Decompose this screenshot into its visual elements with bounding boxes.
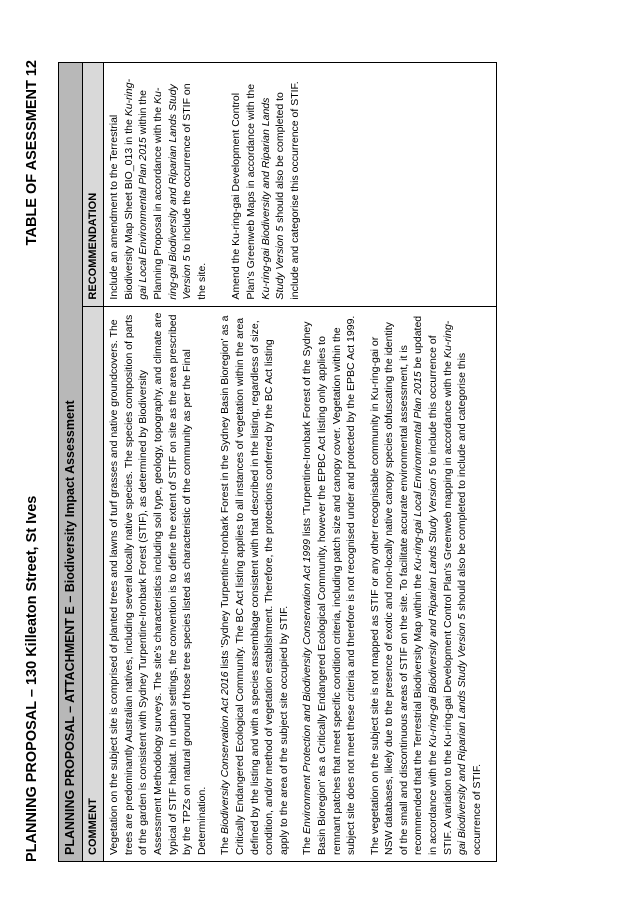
- comment-paragraph-3: [300, 313, 358, 855]
- text-run: The vegetation on the subject site is not mapped as STIF or any other recognisable community in Ku-ring-gai or NSW databases, likely due to the presence of exotic and non-locally native canopy species obfuscating the identity of the small and discontinuous areas of STIF on the site. To facilitate accurate environmental assessment, it is recommended that the Terrestrial Biodiversity Map within the: [368, 322, 425, 855]
- italic-plan-title: Ku-ring-gai Local Environmental Plan 2015: [122, 78, 150, 300]
- header-page-number: TABLE OF ASESSMENT 12: [24, 60, 40, 246]
- text-run: Amend the Ku-ring-gai Development Control Plan's Greenweb Maps in accordance with the: [230, 83, 257, 300]
- italic-act-title: Environment Protection and Biodiversity Conservation Act 1999: [301, 539, 314, 834]
- page-header: [20, 60, 46, 862]
- text-run: lists 'Turpentine-Ironbark Forest of the Sydney Basin Bioregion' as a Critically Endangered Ecological Community, however the EPBC Act listing only applies to remnant patches that meet specific condition criteria, including patch size and canopy cover. Vegetation within the subject site does not meet these criteria and therefore is not recognised under and protected by the EPBC Act 1999.: [301, 315, 358, 855]
- recommendation-paragraph-1: [107, 69, 209, 300]
- table-row: [104, 63, 497, 862]
- column-header-comment: COMMENT: [82, 306, 104, 861]
- assessment-table: [58, 62, 497, 862]
- column-header-recommendation: RECOMMENDATION: [82, 63, 104, 307]
- italic-study-title: Ku-ring-gai Biodiversity and Riparian Lands Study Version 5: [427, 469, 440, 748]
- italic-study-title: Ku-ring-gai Biodiversity and Riparian Lands Study Version 5: [441, 320, 469, 855]
- header-title: PLANNING PROPOSAL – 130 Killeaton Street, St Ives: [24, 495, 40, 862]
- comment-paragraph-1: Vegetation on the subject site is comprised of planted trees and lawns of turf grasses and native groundcovers. The trees are predominantly Australian natives, including several locally native species. The species composition of parts of the garden is consistent with Sydney Turpentine-Ironbark Forest (STIF), as determined by Biodiversity Assessment Methodology surveys. The site's characteristics including soil type, geology, topography, and climate are typical of STIF habitat. In urban settings, the convention is to define the extent of STIF on site as the area prescribed by the TPZs on natural ground of those tree species listed as characteristic of the community as per the Final Determination.: [108, 312, 208, 855]
- text-run: Include an amendment to the Terrestrial Biodiversity Map Sheet BIO_013 in the: [108, 114, 135, 300]
- column-header-row: [82, 63, 104, 862]
- text-run: lists 'Sydney Turpentine-Ironbark Forest in the Sydney Basin Bioregion' as a Critically Endangered Ecological Community. The BC Act listing applies to all instances of vegetation within the area defined by the listing and with a species assemblage consistent with that described in the listing, regardless of size, condition, and/or method of vegetation establishment. Therefore, the protections conferred by the BC Act listing apply to the area of the subject site occupied by STIF.: [219, 315, 290, 855]
- italic-study-title: Ku-ring-gai Biodiversity and Riparian Lands Study Version 5: [259, 97, 287, 300]
- text-run: should also be completed to include and categorise this occurrence of STIF.: [456, 352, 483, 855]
- table-title: PLANNING PROPOSAL – ATTACHMENT E – Biodiversity Impact Assessment: [59, 63, 83, 862]
- text-run: The: [219, 833, 232, 855]
- comment-cell: [104, 306, 497, 861]
- recommendation-cell: [104, 63, 497, 307]
- comment-paragraph-2: [218, 313, 291, 855]
- italic-study-title: Ku-ring-gai Biodiversity and Riparian Lands Study Version 5: [151, 84, 194, 300]
- italic-plan-title: Ku-ring-gai Local Environmental Plan 2015: [412, 371, 425, 571]
- table-title-row: [59, 63, 83, 862]
- text-run: be updated in accordance with the: [412, 315, 440, 855]
- text-run: The: [301, 833, 314, 855]
- text-run: to include this occurrence of STIF. A variation to the Ku-ring-gai Development Control Plan's Greenweb mapping in accordance with the: [427, 335, 454, 855]
- recommendation-paragraph-2: [229, 69, 302, 300]
- italic-act-title: Biodiversity Conservation Act 2016: [219, 671, 232, 834]
- comment-paragraph-4: [368, 313, 485, 855]
- text-run: should also be completed to include and categorise this occurrence of STIF.: [274, 81, 301, 300]
- text-run: within the Planning Proposal in accordance with the: [137, 90, 164, 300]
- text-run: to include the occurrence of STIF on the site.: [181, 83, 208, 300]
